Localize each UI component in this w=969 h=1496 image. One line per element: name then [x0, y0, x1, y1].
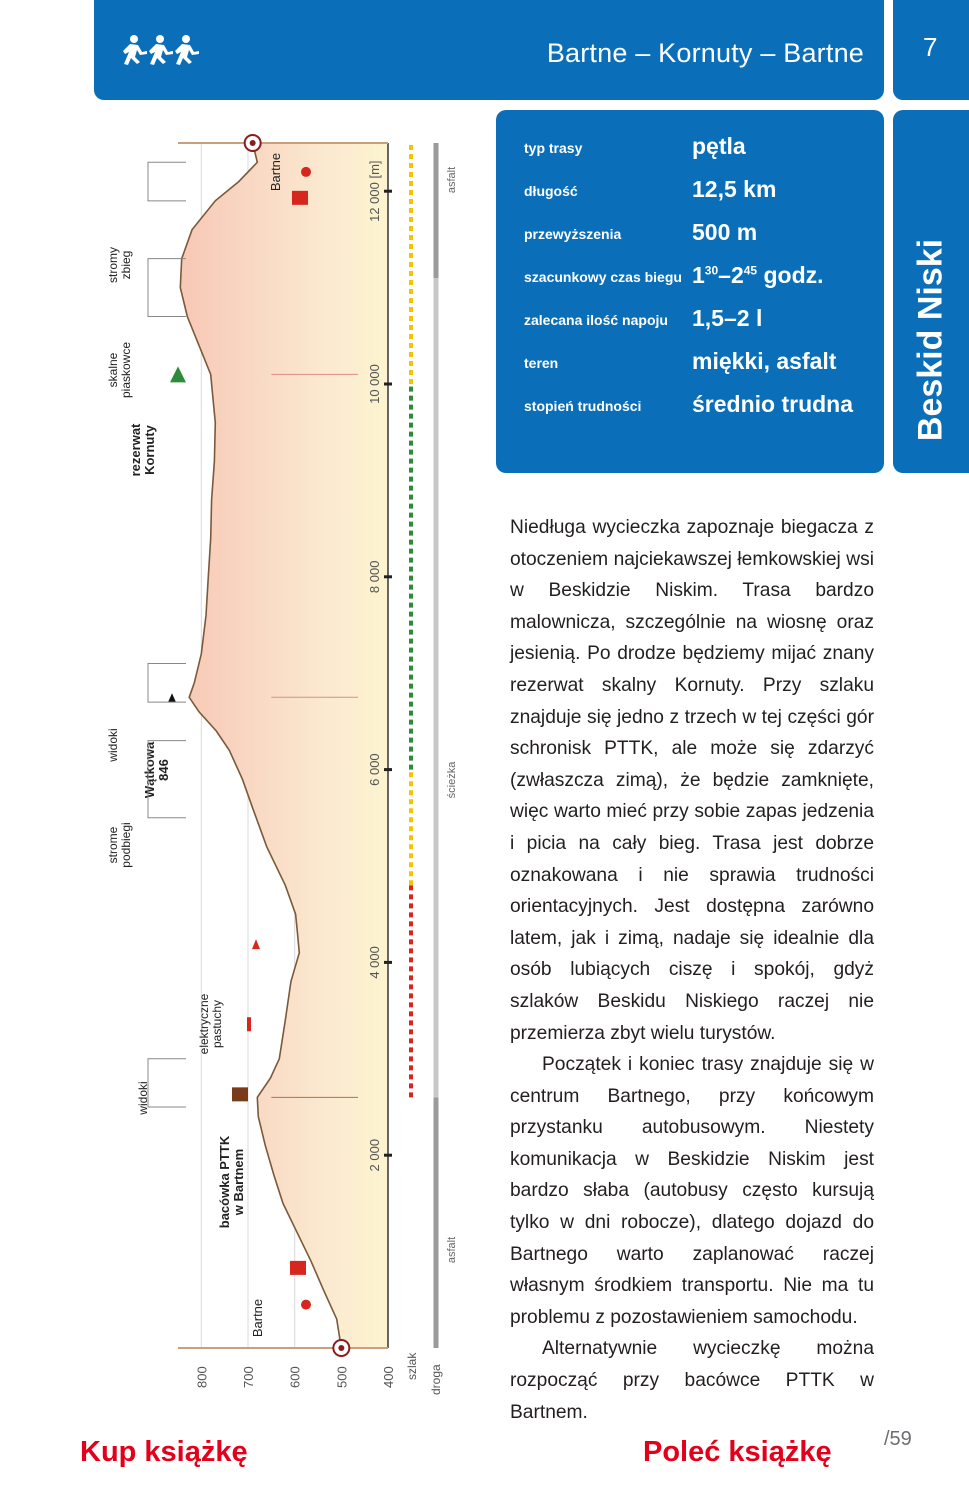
page-number-tab	[893, 0, 969, 100]
info-value-time: $1^{30}-2^{45}$ godz.	[692, 262, 824, 288]
info-label: długość	[524, 183, 578, 199]
elevation-profile-chart	[0, 0, 490, 1420]
place-label: rezerwat	[128, 423, 143, 477]
page-number-footer: /59	[884, 1428, 912, 1450]
page-title: Bartne – Kornuty – Bartne	[546, 38, 864, 68]
note-label: pastuchy	[210, 999, 224, 1049]
paragraph: Alternatywnie wycieczkę można rozpocząć przy bacówce PTTK w Bartnem.	[510, 1338, 874, 1423]
info-value: 500 m	[692, 219, 758, 245]
church-icon	[301, 167, 311, 177]
y-tick-label: 500	[334, 1366, 350, 1388]
route-info-box	[496, 110, 884, 473]
info-label: zalecana ilość napoju	[524, 312, 668, 328]
info-row	[524, 382, 884, 422]
y-tick-label: 400	[381, 1366, 396, 1388]
note-label: piaskowce	[119, 341, 133, 399]
place-label: Wątkowa	[142, 741, 157, 799]
elevation-area	[180, 143, 388, 1348]
info-label: szacunkowy czas biegu	[524, 269, 682, 285]
info-row	[524, 296, 884, 336]
info-value: 12,5 km	[692, 176, 777, 202]
region-label: Beskid Niski	[911, 238, 950, 442]
start-end-dot	[338, 1345, 344, 1351]
page-number: 7	[923, 32, 938, 62]
road-label: asfalt	[446, 1236, 458, 1264]
church-icon	[301, 1300, 311, 1310]
note-label: skalne	[106, 352, 120, 388]
info-value: miękki, asfalt	[692, 348, 837, 374]
place-label: bacówka PTTK	[217, 1135, 232, 1229]
paragraph: Niedługa wycieczka zapoznaje biegacza z otoczeniem najciekawszej łemkowskiej wsi w Beskidzie Niskim. Trasa bardzo malownicza, szczególnie na wiosnę oraz jesienią. Po drodze będziemy mijać znany rezerwat skalny Kornuty. Przy szlaku znajduje się jedno z trzech w tej części gór schronisk PTTK, ale może się zdarzyć (zwłaszcza zimą), że będzie zamknięte, więc warto mieć przy sobie zapas jedzenia i picia na cały bieg. Trasa jest dobrze oznakowana i nie sprawia trudności orientacyjnych. Jest dostępna zarówno latem, jak i zimą, nadaje się idealnie dla osób lubiących ciszę i spokój, gdyż szlaków Beskidu Niskiego raczej nie przemierza zbyt wielu turystów.	[510, 517, 874, 1044]
note-bracket	[148, 664, 186, 703]
info-row	[524, 253, 884, 293]
bus-stop-icon	[290, 1261, 306, 1275]
place-label: 846	[156, 759, 171, 781]
start-end-dot	[250, 140, 256, 146]
note-label: widoki	[136, 1081, 150, 1115]
warning-icon	[247, 1017, 251, 1031]
note-label: widoki	[106, 728, 120, 762]
info-label: stopień trudności	[524, 398, 642, 414]
y-tick-label: 700	[241, 1366, 256, 1388]
info-label: typ trasy	[524, 140, 583, 156]
info-value: średnio trudna	[692, 391, 854, 417]
y-tick-label: 800	[194, 1366, 210, 1388]
buy-book-link[interactable]: Kup książkę	[80, 1436, 248, 1468]
peak-icon	[168, 693, 176, 702]
note-label: elektryczne	[197, 993, 211, 1055]
road-label: ścieżka	[446, 761, 458, 799]
description-text	[510, 512, 874, 1428]
recommend-book-link[interactable]: Poleć książkę	[643, 1436, 832, 1468]
info-row	[524, 210, 884, 250]
x-tick-label: 10 000	[367, 364, 382, 404]
place-label: w Bartnem	[231, 1148, 246, 1216]
place-label: Bartne	[250, 1298, 265, 1338]
info-value: 1,5–2 l	[692, 305, 763, 331]
hut-icon	[232, 1087, 248, 1101]
shelter-icon	[252, 939, 260, 949]
note-label: zbieg	[119, 250, 133, 280]
info-label: teren	[524, 355, 559, 371]
place-label: Bartne	[268, 152, 283, 192]
info-value: pętla	[692, 133, 746, 159]
road-row-label: droga	[429, 1364, 443, 1395]
trail-row-label: szlak	[405, 1352, 419, 1380]
paragraph: Początek i koniec trasy znajduje się w centrum Bartnego, przy końcowym przystanku autobusowym. Niestety komunikacja w Beskidzie Niskim jest bardzo słaba (autobusy często kursują tylko w dni robocze), dlatego dojazd do Bartnego warto zaplanować raczej własnym środkiem transportu. Nie ma tu problemu z pozostawieniem samochodu.	[510, 1054, 874, 1328]
y-tick-label: 600	[287, 1366, 303, 1388]
region-tab	[893, 110, 969, 473]
x-tick-label: 4 000	[367, 946, 382, 979]
tree-icon	[170, 366, 186, 382]
place-label: Kornuty	[142, 425, 157, 475]
bus-stop-icon	[292, 191, 308, 205]
note-label: strome	[106, 826, 120, 864]
info-row	[524, 124, 884, 164]
x-tick-label: 2 000	[367, 1138, 382, 1172]
note-label: podbiegi	[119, 822, 133, 868]
note-bracket	[148, 1059, 186, 1107]
note-bracket	[148, 162, 186, 201]
note-label: stromy	[106, 247, 120, 283]
info-row	[524, 339, 884, 379]
info-row	[524, 167, 884, 207]
x-tick-label: 6 000	[367, 753, 382, 786]
road-label: asfalt	[446, 166, 458, 194]
x-tick-label: 12 000 [m]	[367, 160, 382, 222]
info-label: przewyższenia	[524, 226, 622, 242]
x-tick-label: 8 000	[367, 560, 382, 594]
